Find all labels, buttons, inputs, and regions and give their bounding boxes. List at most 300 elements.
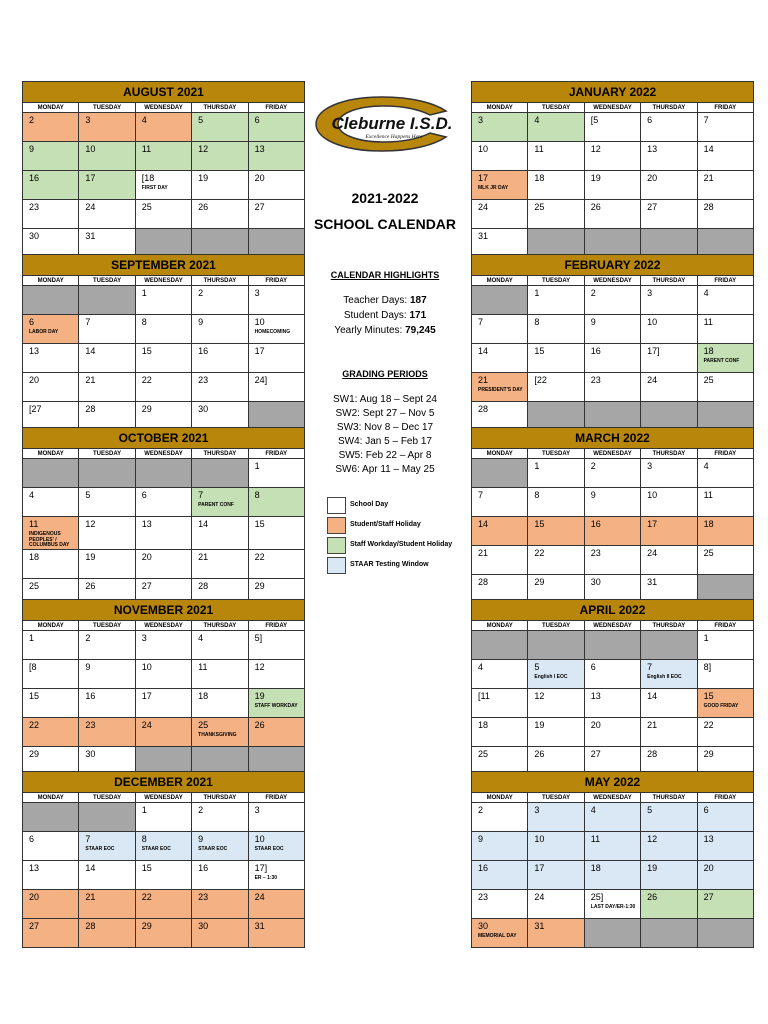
student-days: Student Days: 171 [343,310,427,321]
weekday-header: WEDNESDAY [584,793,640,803]
day-number: 28 [85,921,96,931]
month-title: SEPTEMBER 2021 [23,255,305,276]
weekday-header: MONDAY [472,103,528,113]
day-number: 17] [647,346,660,356]
day-number: 24 [647,548,658,558]
weekday-header: THURSDAY [192,793,248,803]
day-number: 13 [29,863,40,873]
weekday-header: MONDAY [472,793,528,803]
day-cell [248,459,304,488]
day-cell [528,689,584,718]
day-number: 26 [534,749,545,759]
day-number: 10 [647,317,658,327]
day-cell [248,689,304,718]
day-number: 15 [254,519,265,529]
day-number: 8 [534,490,540,500]
day-cell [472,344,528,373]
day-cell [135,689,191,718]
day-number: 22 [141,892,152,902]
weekday-header: FRIDAY [697,276,753,286]
day-number: 10 [141,662,152,672]
day-cell [528,660,584,689]
day-number: 4 [590,805,596,815]
day-cell [79,718,135,747]
day-cell [697,113,753,142]
day-note: STAAR EOC [254,846,284,852]
day-cell [79,142,135,171]
day-number: 15 [141,863,152,873]
day-cell [641,459,697,488]
day-number: 13 [647,144,658,154]
day-cell [192,373,248,402]
month-calendar [471,599,754,776]
legend-item: STAAR Testing Window [327,555,477,575]
day-number: 7 [85,317,91,327]
day-cell [528,488,584,517]
day-cell [23,315,79,344]
day-number: 31 [647,577,658,587]
day-number: 21 [478,375,489,385]
day-cell [584,171,640,200]
day-number: 6 [29,834,35,844]
day-number: 21 [703,173,714,183]
day-cell [135,919,191,948]
day-cell [472,861,528,890]
day-number: 19 [254,691,265,701]
day-cell [248,890,304,919]
day-number: 20 [703,863,714,873]
weekday-header: WEDNESDAY [584,103,640,113]
day-number: 3 [254,805,260,815]
day-number: 3 [647,461,653,471]
day-cell [641,919,697,948]
day-cell [248,803,304,832]
week-row [472,832,754,861]
day-number: 19 [85,551,96,562]
day-cell [472,142,528,171]
day-note: PARENT CONF [703,358,740,364]
day-number: 17 [254,346,265,356]
day-number: 18 [534,173,545,183]
day-number: 22 [29,720,40,730]
day-cell [23,631,79,660]
day-number: 25] [590,892,604,902]
day-number: 6 [254,115,260,125]
day-number: 17 [141,691,152,701]
day-cell [472,919,528,948]
weekday-header: WEDNESDAY [584,449,640,459]
day-note: ER – 1:30 [254,875,278,881]
day-number: 12 [590,144,601,154]
legend-item: Student/Staff Holiday [327,515,477,535]
day-cell [192,919,248,948]
day-cell [135,718,191,747]
day-number: 9 [198,834,204,844]
day-number: 15 [534,519,545,529]
day-number: 25 [478,749,489,759]
day-cell [248,373,304,402]
day-number: 14 [85,346,96,356]
week-row [23,459,305,488]
weekday-header: TUESDAY [79,103,135,113]
day-note: THANKSGIVING [198,732,237,738]
day-number: 11 [534,144,544,154]
day-cell [135,549,191,578]
day-cell [248,142,304,171]
day-cell [135,142,191,171]
day-cell [79,689,135,718]
day-cell [79,488,135,517]
legend-item: Staff Workday/Student Holiday [327,535,477,555]
month-title: OCTOBER 2021 [23,428,305,449]
day-cell [697,890,753,919]
day-cell [248,549,304,578]
weekday-header: TUESDAY [528,449,584,459]
day-number: 21 [198,551,209,562]
day-number: 16 [590,519,601,529]
day-cell [528,718,584,747]
day-cell [192,718,248,747]
day-cell [584,113,640,142]
day-number: 1 [254,461,260,471]
weekday-header: WEDNESDAY [135,621,191,631]
day-number: 23 [590,375,601,385]
day-number: 23 [590,548,601,558]
day-cell [697,718,753,747]
day-cell [472,832,528,861]
yearly-minutes: Yearly Minutes: 79,245 [334,325,436,336]
day-number: 25 [141,202,152,212]
day-cell [528,200,584,229]
day-number: 5 [85,490,91,500]
day-number: 22 [254,551,265,562]
day-number: 6 [29,317,35,327]
weekday-header: MONDAY [23,103,79,113]
day-number: 23 [198,892,209,902]
weekday-header: TUESDAY [528,793,584,803]
day-number: 18 [703,346,714,356]
day-cell [192,631,248,660]
legend-item: School Day [327,495,477,515]
day-number: 29 [141,404,152,414]
weekday-header: THURSDAY [192,103,248,113]
day-note: MEMORIAL DAY [478,933,517,939]
day-cell [135,315,191,344]
day-number: 18 [590,863,601,873]
day-note: GOOD FRIDAY [703,703,739,709]
day-number: 26 [590,202,601,212]
day-cell [248,113,304,142]
day-number: 9 [29,144,35,154]
month-title: JANUARY 2022 [472,82,754,103]
day-number: 14 [198,519,209,529]
day-cell [472,660,528,689]
day-number: 30 [478,921,489,931]
day-cell [528,890,584,919]
day-number: 25 [703,548,714,558]
day-cell [248,200,304,229]
day-note: STAAR EOC [198,846,228,852]
grading-heading: GRADING PERIODS [342,369,428,379]
weekday-header: WEDNESDAY [135,103,191,113]
weekday-header: FRIDAY [697,103,753,113]
day-number: 17] [254,863,268,873]
day-cell [248,660,304,689]
day-cell [697,832,753,861]
day-number: 12 [254,662,265,672]
day-cell [697,459,753,488]
day-number: 7 [478,490,484,500]
weekday-header: THURSDAY [192,449,248,459]
day-number: 26 [647,892,658,902]
day-cell [23,803,79,832]
day-cell [472,803,528,832]
day-cell [23,171,79,200]
day-number: 14 [647,691,658,701]
day-number: 14 [478,346,489,356]
weekday-header: MONDAY [472,449,528,459]
weekday-header: MONDAY [472,276,528,286]
week-row [23,861,305,890]
day-number: 19 [198,173,209,183]
day-cell [135,861,191,890]
day-cell [23,660,79,689]
day-cell [248,861,304,890]
day-number: 24 [534,892,545,902]
day-cell [23,142,79,171]
day-note: STAAR EOC [141,846,171,852]
day-cell [192,286,248,315]
weekday-header: WEDNESDAY [584,276,640,286]
day-cell [192,315,248,344]
weekday-header: TUESDAY [79,793,135,803]
day-cell [192,832,248,861]
day-number: 28 [703,202,714,212]
grading-period: SW4: Jan 5 – Feb 17 [338,436,432,447]
week-row [472,171,754,200]
day-cell [584,142,640,171]
weekday-header: MONDAY [23,276,79,286]
highlights-heading: CALENDAR HIGHLIGHTS [330,270,440,280]
day-number: 30 [590,577,601,587]
day-number: 24 [647,375,658,385]
day-cell [23,861,79,890]
day-number: 10 [254,317,265,327]
day-number: 10 [478,144,489,154]
day-cell [641,861,697,890]
day-cell [584,546,640,575]
day-number: 20 [141,551,152,562]
day-cell [23,832,79,861]
day-number: 20 [590,720,601,730]
day-cell [192,549,248,578]
day-cell [472,373,528,402]
day-note: English I EOC [534,674,568,680]
weekday-header: THURSDAY [641,103,697,113]
day-note: INDIGENOUS PEOPLES' / COLUMBUS DAY [29,531,70,548]
day-cell [584,373,640,402]
day-cell [248,631,304,660]
day-cell [697,488,753,517]
day-number: 9 [85,662,91,672]
day-number: 2 [198,288,204,298]
day-cell [528,373,584,402]
weekday-header: TUESDAY [528,276,584,286]
day-cell [697,200,753,229]
week-row [472,861,754,890]
day-number: 18 [29,551,40,562]
day-cell [248,286,304,315]
day-cell [472,459,528,488]
day-number: 15 [29,691,40,701]
day-cell [23,344,79,373]
day-number: 11 [198,662,208,672]
day-cell [528,142,584,171]
day-number: 30 [198,921,209,931]
day-cell [192,459,248,488]
day-number: [11 [478,691,490,701]
day-cell [135,286,191,315]
week-row [472,488,754,517]
day-number: 10 [254,834,265,844]
day-number: 17 [647,519,658,529]
day-cell [641,344,697,373]
day-cell [641,488,697,517]
day-cell [192,171,248,200]
day-cell [135,890,191,919]
day-number: 25 [198,720,209,730]
week-row [472,373,754,402]
day-number: [27 [29,404,42,414]
month-title: FEBRUARY 2022 [472,255,754,276]
day-number: 30 [198,404,209,414]
day-cell [528,631,584,660]
day-cell [697,315,753,344]
day-number: 3 [141,633,147,643]
week-row [23,832,305,861]
weekday-header: FRIDAY [697,793,753,803]
day-cell [248,919,304,948]
day-number: 21 [647,720,658,730]
day-number: 1 [141,805,147,815]
day-cell [79,832,135,861]
week-row [23,488,305,517]
school-logo [312,93,462,155]
day-number: 7 [198,490,204,500]
day-number: 20 [254,173,265,183]
day-cell [248,517,304,550]
day-cell [641,200,697,229]
day-cell [697,546,753,575]
day-number: 11 [141,144,152,154]
day-number: 7 [647,662,653,672]
day-number: 9 [478,834,484,844]
day-number: 1 [534,461,540,471]
day-cell [584,660,640,689]
day-number: 31 [85,231,96,241]
day-cell [135,631,191,660]
day-cell [641,142,697,171]
day-number: 20 [29,892,40,902]
day-number: 3 [85,115,91,125]
day-cell [528,344,584,373]
day-note: PRESIDENT'S DAY [478,387,523,393]
day-cell [641,315,697,344]
day-cell [528,861,584,890]
day-number: 25 [703,375,714,385]
month-calendar [22,599,305,776]
week-row [23,113,305,142]
week-row [23,718,305,747]
weekday-header: MONDAY [23,793,79,803]
day-number: 4 [29,490,35,500]
month-calendar [471,771,754,948]
day-number: 30 [85,749,96,759]
day-number: 21 [85,892,96,902]
day-cell [584,631,640,660]
month-calendar [471,254,754,431]
day-cell [641,113,697,142]
weekday-header: FRIDAY [248,103,304,113]
day-number: 28 [478,404,489,414]
day-number: 14 [703,144,714,154]
day-cell [584,689,640,718]
weekday-header: WEDNESDAY [135,276,191,286]
day-number: 17 [534,863,545,873]
day-number: 19 [590,173,601,183]
grading-period: SW6: Apr 11 – May 25 [335,464,435,475]
week-row [472,113,754,142]
day-number: 8 [141,317,147,327]
day-number: 18 [478,720,489,730]
day-cell [192,660,248,689]
day-cell [697,689,753,718]
weekday-header: TUESDAY [528,103,584,113]
day-cell [584,315,640,344]
day-cell [697,660,753,689]
day-cell [192,861,248,890]
day-cell [79,373,135,402]
day-cell [192,142,248,171]
day-number: 16 [85,691,96,701]
day-number: 16 [478,863,489,873]
day-number: 24 [141,720,152,730]
legend-swatch [327,557,346,574]
day-cell [584,803,640,832]
day-number: 7 [85,834,91,844]
day-number: 16 [29,173,40,183]
day-cell [135,200,191,229]
day-cell [23,373,79,402]
day-number: 29 [703,749,714,759]
day-number: 24 [478,202,489,212]
day-number: 23 [29,202,40,212]
week-row [472,459,754,488]
day-cell [248,344,304,373]
day-number: 2 [590,461,596,471]
day-number: 27 [254,202,265,212]
day-cell [79,890,135,919]
day-number: 17 [85,173,96,183]
day-note: English II EOC [647,674,682,680]
day-number: 12 [198,144,209,154]
day-note: MLK JR DAY [478,185,509,191]
day-number: 6 [703,805,709,815]
day-number: 26 [254,720,265,730]
week-row [472,200,754,229]
month-calendar [22,427,305,608]
day-cell [697,517,753,546]
